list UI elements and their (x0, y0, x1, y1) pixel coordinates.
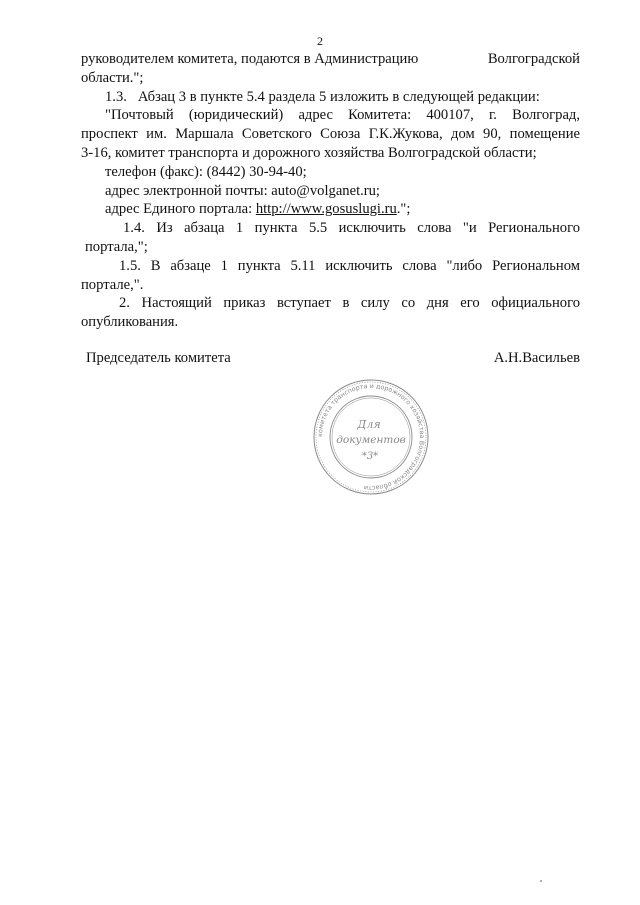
body-line-1 (81, 50, 580, 69)
item-1-5: 1.5. В абзаце 1 пункта 5.11 исключить слова "либо Региональном (119, 257, 580, 274)
item-1-4: 1.4. Из абзаца 1 пункта 5.5 исключить слова "и Регионального (123, 220, 580, 237)
page-number: 2 (317, 34, 323, 48)
signatory-position: Председатель комитета (86, 350, 231, 366)
item-1-3-number: 1.3. (105, 88, 127, 105)
portal-label: адрес Единого портала: (105, 201, 256, 218)
stamp-ring-text: комитета транспорта и дорожного хозяйства Волгоградской области (315, 381, 427, 493)
portal-suffix: ."; (396, 201, 411, 218)
signatory-name: А.Н.Васильев (493, 350, 580, 366)
item-2-cont: опубликования. (81, 314, 179, 331)
item-1-5-cont: портале,". (81, 276, 144, 293)
stamp-line-1: Для (357, 418, 381, 431)
scan-speck (540, 880, 542, 882)
item-1-3-text: Абзац 3 в пункте 5.4 раздела 5 изложить в следующей редакции: (137, 88, 540, 105)
body-line-6: 3-16, комитет транспорта и дорожного хозяйства Волгоградской области; (81, 144, 537, 161)
portal-link[interactable]: http://www.gosuslugi.ru (255, 201, 397, 218)
item-2: 2. Настоящий приказ вступает в силу со дня его официального (119, 295, 580, 312)
body-line-9 (81, 200, 580, 219)
body-line-8: адрес электронной почты: auto@volganet.ru; (105, 182, 380, 199)
stamp-line-3: *3* (361, 451, 379, 462)
body-line-7: телефон (факс): (8442) 30-94-40; (105, 163, 307, 180)
body-line-1-right: Волгоградской (487, 51, 580, 67)
body-line-4: "Почтовый (юридический) адрес Комитета: 400107, г. Волгоград, (105, 107, 580, 124)
stamp-line-2: документов (336, 434, 406, 446)
item-1-4-cont: портала,"; (85, 238, 148, 255)
body-line-2: области."; (81, 69, 144, 86)
document-body (81, 50, 580, 332)
item-1-3 (81, 88, 580, 107)
official-stamp (311, 377, 431, 497)
body-line-1-left: руководителем комитета, подаются в Администрацию (81, 51, 419, 67)
body-line-5: проспект им. Маршала Советского Союза Г.К.Жукова, дом 90, помещение (81, 126, 580, 143)
